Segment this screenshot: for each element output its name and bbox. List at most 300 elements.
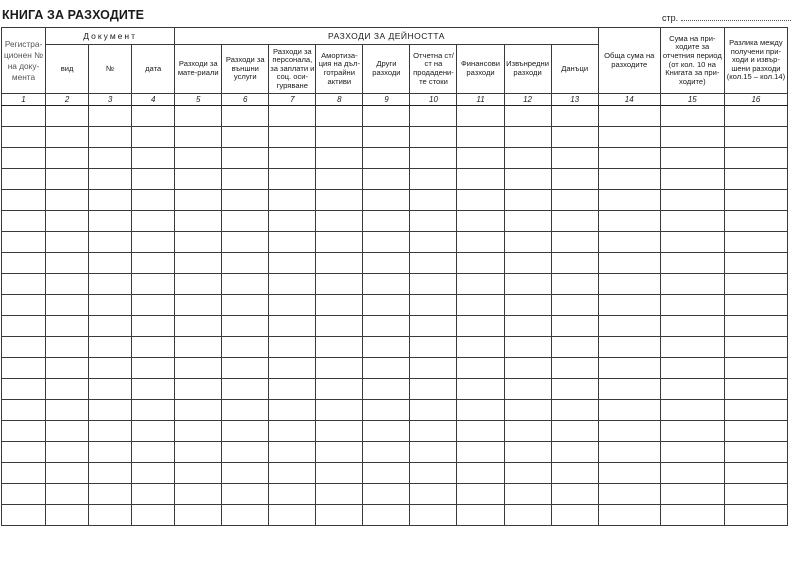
table-cell[interactable]	[551, 232, 598, 253]
table-cell[interactable]	[551, 316, 598, 337]
table-cell[interactable]	[222, 463, 269, 484]
table-cell[interactable]	[132, 421, 175, 442]
table-cell[interactable]	[222, 232, 269, 253]
table-cell[interactable]	[660, 148, 724, 169]
table-cell[interactable]	[316, 106, 363, 127]
table-cell[interactable]	[222, 442, 269, 463]
table-cell[interactable]	[363, 442, 410, 463]
table-cell[interactable]	[504, 358, 551, 379]
table-cell[interactable]	[2, 316, 46, 337]
table-cell[interactable]	[2, 253, 46, 274]
table-cell[interactable]	[660, 505, 724, 526]
table-cell[interactable]	[2, 484, 46, 505]
table-cell[interactable]	[660, 316, 724, 337]
table-cell[interactable]	[598, 106, 660, 127]
table-cell[interactable]	[46, 379, 89, 400]
table-cell[interactable]	[724, 232, 787, 253]
table-cell[interactable]	[410, 484, 457, 505]
table-cell[interactable]	[222, 358, 269, 379]
table-cell[interactable]	[222, 505, 269, 526]
table-cell[interactable]	[551, 505, 598, 526]
table-cell[interactable]	[660, 484, 724, 505]
table-cell[interactable]	[457, 463, 504, 484]
table-cell[interactable]	[132, 274, 175, 295]
table-cell[interactable]	[457, 358, 504, 379]
table-cell[interactable]	[132, 316, 175, 337]
table-cell[interactable]	[724, 106, 787, 127]
table-cell[interactable]	[132, 232, 175, 253]
table-cell[interactable]	[724, 421, 787, 442]
table-cell[interactable]	[410, 211, 457, 232]
table-cell[interactable]	[724, 379, 787, 400]
table-cell[interactable]	[89, 106, 132, 127]
table-cell[interactable]	[316, 463, 363, 484]
table-cell[interactable]	[363, 358, 410, 379]
table-cell[interactable]	[660, 463, 724, 484]
table-cell[interactable]	[89, 211, 132, 232]
table-cell[interactable]	[457, 127, 504, 148]
table-cell[interactable]	[504, 232, 551, 253]
table-cell[interactable]	[457, 400, 504, 421]
table-cell[interactable]	[222, 106, 269, 127]
table-cell[interactable]	[316, 232, 363, 253]
table-cell[interactable]	[410, 232, 457, 253]
table-cell[interactable]	[175, 337, 222, 358]
table-cell[interactable]	[316, 274, 363, 295]
table-cell[interactable]	[175, 421, 222, 442]
table-cell[interactable]	[660, 400, 724, 421]
table-cell[interactable]	[363, 253, 410, 274]
table-cell[interactable]	[598, 400, 660, 421]
table-cell[interactable]	[363, 190, 410, 211]
table-cell[interactable]	[175, 442, 222, 463]
table-cell[interactable]	[504, 127, 551, 148]
table-cell[interactable]	[269, 148, 316, 169]
table-cell[interactable]	[132, 442, 175, 463]
table-cell[interactable]	[89, 379, 132, 400]
table-cell[interactable]	[363, 463, 410, 484]
table-cell[interactable]	[132, 169, 175, 190]
table-cell[interactable]	[175, 232, 222, 253]
table-cell[interactable]	[363, 484, 410, 505]
table-cell[interactable]	[269, 106, 316, 127]
table-cell[interactable]	[222, 295, 269, 316]
table-cell[interactable]	[269, 358, 316, 379]
table-cell[interactable]	[551, 274, 598, 295]
table-cell[interactable]	[363, 337, 410, 358]
table-cell[interactable]	[46, 148, 89, 169]
table-cell[interactable]	[46, 253, 89, 274]
table-cell[interactable]	[457, 421, 504, 442]
table-cell[interactable]	[132, 211, 175, 232]
table-cell[interactable]	[2, 442, 46, 463]
table-cell[interactable]	[551, 148, 598, 169]
table-cell[interactable]	[457, 484, 504, 505]
table-cell[interactable]	[132, 253, 175, 274]
table-cell[interactable]	[269, 421, 316, 442]
table-cell[interactable]	[598, 295, 660, 316]
table-cell[interactable]	[269, 484, 316, 505]
table-cell[interactable]	[410, 127, 457, 148]
table-cell[interactable]	[457, 211, 504, 232]
table-cell[interactable]	[175, 169, 222, 190]
table-cell[interactable]	[46, 358, 89, 379]
table-cell[interactable]	[504, 379, 551, 400]
table-cell[interactable]	[2, 232, 46, 253]
table-cell[interactable]	[457, 442, 504, 463]
table-cell[interactable]	[175, 211, 222, 232]
table-cell[interactable]	[724, 169, 787, 190]
table-cell[interactable]	[132, 400, 175, 421]
table-cell[interactable]	[222, 337, 269, 358]
table-cell[interactable]	[363, 421, 410, 442]
table-cell[interactable]	[316, 442, 363, 463]
table-cell[interactable]	[46, 190, 89, 211]
table-cell[interactable]	[363, 505, 410, 526]
table-cell[interactable]	[363, 169, 410, 190]
table-cell[interactable]	[269, 232, 316, 253]
table-cell[interactable]	[410, 295, 457, 316]
table-cell[interactable]	[551, 484, 598, 505]
table-cell[interactable]	[269, 316, 316, 337]
table-cell[interactable]	[269, 442, 316, 463]
table-cell[interactable]	[316, 358, 363, 379]
table-cell[interactable]	[504, 211, 551, 232]
table-cell[interactable]	[598, 379, 660, 400]
table-cell[interactable]	[46, 442, 89, 463]
table-cell[interactable]	[269, 505, 316, 526]
table-cell[interactable]	[175, 505, 222, 526]
table-cell[interactable]	[316, 148, 363, 169]
table-cell[interactable]	[132, 148, 175, 169]
table-cell[interactable]	[175, 316, 222, 337]
table-cell[interactable]	[363, 127, 410, 148]
table-cell[interactable]	[660, 274, 724, 295]
table-cell[interactable]	[222, 274, 269, 295]
table-cell[interactable]	[504, 316, 551, 337]
table-cell[interactable]	[410, 316, 457, 337]
table-cell[interactable]	[504, 421, 551, 442]
table-cell[interactable]	[598, 232, 660, 253]
table-cell[interactable]	[222, 400, 269, 421]
table-cell[interactable]	[46, 463, 89, 484]
table-cell[interactable]	[316, 379, 363, 400]
table-cell[interactable]	[551, 463, 598, 484]
table-cell[interactable]	[660, 337, 724, 358]
table-cell[interactable]	[457, 295, 504, 316]
table-cell[interactable]	[2, 463, 46, 484]
table-cell[interactable]	[175, 190, 222, 211]
table-cell[interactable]	[269, 337, 316, 358]
table-cell[interactable]	[504, 505, 551, 526]
table-cell[interactable]	[2, 169, 46, 190]
table-cell[interactable]	[363, 211, 410, 232]
table-cell[interactable]	[269, 295, 316, 316]
table-cell[interactable]	[269, 211, 316, 232]
table-cell[interactable]	[504, 106, 551, 127]
table-cell[interactable]	[316, 484, 363, 505]
table-cell[interactable]	[175, 106, 222, 127]
table-cell[interactable]	[724, 148, 787, 169]
table-cell[interactable]	[551, 211, 598, 232]
table-cell[interactable]	[222, 169, 269, 190]
table-cell[interactable]	[660, 421, 724, 442]
table-cell[interactable]	[175, 379, 222, 400]
table-cell[interactable]	[660, 442, 724, 463]
table-cell[interactable]	[598, 421, 660, 442]
table-cell[interactable]	[2, 106, 46, 127]
table-cell[interactable]	[2, 190, 46, 211]
table-cell[interactable]	[504, 295, 551, 316]
table-cell[interactable]	[457, 106, 504, 127]
table-cell[interactable]	[457, 190, 504, 211]
table-cell[interactable]	[363, 295, 410, 316]
table-cell[interactable]	[316, 295, 363, 316]
table-cell[interactable]	[46, 274, 89, 295]
table-cell[interactable]	[551, 379, 598, 400]
table-cell[interactable]	[504, 442, 551, 463]
table-cell[interactable]	[504, 484, 551, 505]
table-cell[interactable]	[363, 379, 410, 400]
table-cell[interactable]	[724, 400, 787, 421]
table-cell[interactable]	[222, 316, 269, 337]
table-cell[interactable]	[316, 127, 363, 148]
table-cell[interactable]	[598, 169, 660, 190]
table-cell[interactable]	[551, 190, 598, 211]
table-cell[interactable]	[410, 400, 457, 421]
table-cell[interactable]	[724, 484, 787, 505]
table-cell[interactable]	[222, 211, 269, 232]
table-cell[interactable]	[724, 274, 787, 295]
table-cell[interactable]	[660, 169, 724, 190]
table-cell[interactable]	[132, 379, 175, 400]
table-cell[interactable]	[132, 484, 175, 505]
table-cell[interactable]	[457, 169, 504, 190]
table-cell[interactable]	[724, 358, 787, 379]
table-cell[interactable]	[598, 148, 660, 169]
table-cell[interactable]	[46, 211, 89, 232]
table-cell[interactable]	[269, 274, 316, 295]
table-cell[interactable]	[724, 253, 787, 274]
table-cell[interactable]	[316, 169, 363, 190]
table-cell[interactable]	[551, 106, 598, 127]
table-cell[interactable]	[598, 337, 660, 358]
table-cell[interactable]	[222, 484, 269, 505]
table-cell[interactable]	[89, 337, 132, 358]
table-cell[interactable]	[660, 127, 724, 148]
table-cell[interactable]	[222, 421, 269, 442]
table-cell[interactable]	[504, 463, 551, 484]
table-cell[interactable]	[598, 190, 660, 211]
table-cell[interactable]	[316, 316, 363, 337]
table-cell[interactable]	[269, 400, 316, 421]
table-cell[interactable]	[410, 337, 457, 358]
table-cell[interactable]	[551, 295, 598, 316]
table-cell[interactable]	[2, 127, 46, 148]
table-cell[interactable]	[2, 274, 46, 295]
table-cell[interactable]	[598, 442, 660, 463]
table-cell[interactable]	[222, 190, 269, 211]
table-cell[interactable]	[269, 127, 316, 148]
table-cell[interactable]	[2, 379, 46, 400]
table-cell[interactable]	[46, 232, 89, 253]
table-cell[interactable]	[46, 337, 89, 358]
table-cell[interactable]	[551, 400, 598, 421]
table-cell[interactable]	[175, 484, 222, 505]
table-cell[interactable]	[175, 148, 222, 169]
table-cell[interactable]	[724, 127, 787, 148]
table-cell[interactable]	[89, 316, 132, 337]
table-cell[interactable]	[2, 421, 46, 442]
table-cell[interactable]	[598, 463, 660, 484]
table-cell[interactable]	[2, 337, 46, 358]
table-cell[interactable]	[410, 379, 457, 400]
table-cell[interactable]	[89, 400, 132, 421]
table-cell[interactable]	[504, 169, 551, 190]
table-cell[interactable]	[46, 316, 89, 337]
table-cell[interactable]	[457, 148, 504, 169]
table-cell[interactable]	[598, 274, 660, 295]
table-cell[interactable]	[89, 484, 132, 505]
table-cell[interactable]	[410, 274, 457, 295]
table-cell[interactable]	[363, 232, 410, 253]
table-cell[interactable]	[46, 295, 89, 316]
table-cell[interactable]	[551, 442, 598, 463]
table-cell[interactable]	[175, 463, 222, 484]
table-cell[interactable]	[89, 190, 132, 211]
table-cell[interactable]	[410, 169, 457, 190]
table-cell[interactable]	[2, 400, 46, 421]
table-cell[interactable]	[724, 337, 787, 358]
table-cell[interactable]	[89, 505, 132, 526]
table-cell[interactable]	[598, 127, 660, 148]
table-cell[interactable]	[551, 421, 598, 442]
table-cell[interactable]	[89, 274, 132, 295]
page-number-field[interactable]	[662, 12, 791, 23]
table-cell[interactable]	[132, 127, 175, 148]
table-cell[interactable]	[2, 358, 46, 379]
table-cell[interactable]	[551, 337, 598, 358]
table-cell[interactable]	[269, 379, 316, 400]
table-cell[interactable]	[316, 505, 363, 526]
table-cell[interactable]	[2, 211, 46, 232]
table-cell[interactable]	[724, 190, 787, 211]
table-cell[interactable]	[660, 211, 724, 232]
table-cell[interactable]	[132, 505, 175, 526]
table-cell[interactable]	[46, 484, 89, 505]
table-cell[interactable]	[363, 148, 410, 169]
table-cell[interactable]	[504, 190, 551, 211]
table-cell[interactable]	[598, 211, 660, 232]
table-cell[interactable]	[132, 358, 175, 379]
table-cell[interactable]	[551, 358, 598, 379]
table-cell[interactable]	[46, 127, 89, 148]
table-cell[interactable]	[457, 505, 504, 526]
table-cell[interactable]	[316, 337, 363, 358]
table-cell[interactable]	[175, 400, 222, 421]
table-cell[interactable]	[551, 169, 598, 190]
table-cell[interactable]	[89, 169, 132, 190]
table-cell[interactable]	[410, 253, 457, 274]
table-cell[interactable]	[660, 358, 724, 379]
table-cell[interactable]	[46, 421, 89, 442]
table-cell[interactable]	[410, 442, 457, 463]
table-cell[interactable]	[46, 400, 89, 421]
table-cell[interactable]	[598, 253, 660, 274]
table-cell[interactable]	[269, 463, 316, 484]
table-cell[interactable]	[660, 379, 724, 400]
table-cell[interactable]	[504, 337, 551, 358]
table-cell[interactable]	[660, 295, 724, 316]
table-cell[interactable]	[89, 295, 132, 316]
table-cell[interactable]	[504, 148, 551, 169]
table-cell[interactable]	[660, 106, 724, 127]
table-cell[interactable]	[175, 358, 222, 379]
table-cell[interactable]	[457, 274, 504, 295]
table-cell[interactable]	[175, 274, 222, 295]
table-cell[interactable]	[175, 253, 222, 274]
table-cell[interactable]	[660, 232, 724, 253]
table-cell[interactable]	[457, 253, 504, 274]
table-cell[interactable]	[363, 400, 410, 421]
table-cell[interactable]	[89, 253, 132, 274]
table-cell[interactable]	[132, 190, 175, 211]
table-cell[interactable]	[724, 211, 787, 232]
table-cell[interactable]	[222, 253, 269, 274]
table-cell[interactable]	[175, 295, 222, 316]
table-cell[interactable]	[551, 127, 598, 148]
page-number-blank[interactable]	[681, 12, 791, 21]
table-cell[interactable]	[316, 253, 363, 274]
table-cell[interactable]	[316, 190, 363, 211]
table-cell[interactable]	[410, 463, 457, 484]
table-cell[interactable]	[89, 442, 132, 463]
table-cell[interactable]	[724, 463, 787, 484]
table-cell[interactable]	[724, 295, 787, 316]
table-cell[interactable]	[46, 106, 89, 127]
table-cell[interactable]	[598, 316, 660, 337]
table-cell[interactable]	[89, 358, 132, 379]
table-cell[interactable]	[410, 106, 457, 127]
table-cell[interactable]	[269, 253, 316, 274]
table-cell[interactable]	[457, 232, 504, 253]
table-cell[interactable]	[89, 127, 132, 148]
table-cell[interactable]	[2, 148, 46, 169]
table-cell[interactable]	[724, 316, 787, 337]
table-cell[interactable]	[724, 505, 787, 526]
table-cell[interactable]	[316, 211, 363, 232]
table-cell[interactable]	[363, 106, 410, 127]
table-cell[interactable]	[132, 106, 175, 127]
table-cell[interactable]	[598, 505, 660, 526]
table-cell[interactable]	[660, 253, 724, 274]
table-cell[interactable]	[551, 253, 598, 274]
table-cell[interactable]	[89, 463, 132, 484]
table-cell[interactable]	[46, 169, 89, 190]
table-cell[interactable]	[46, 505, 89, 526]
table-cell[interactable]	[89, 232, 132, 253]
table-cell[interactable]	[269, 190, 316, 211]
table-cell[interactable]	[222, 148, 269, 169]
table-cell[interactable]	[316, 421, 363, 442]
table-cell[interactable]	[316, 400, 363, 421]
table-cell[interactable]	[269, 169, 316, 190]
table-cell[interactable]	[132, 295, 175, 316]
table-cell[interactable]	[410, 421, 457, 442]
table-cell[interactable]	[222, 379, 269, 400]
table-cell[interactable]	[175, 127, 222, 148]
table-cell[interactable]	[222, 127, 269, 148]
